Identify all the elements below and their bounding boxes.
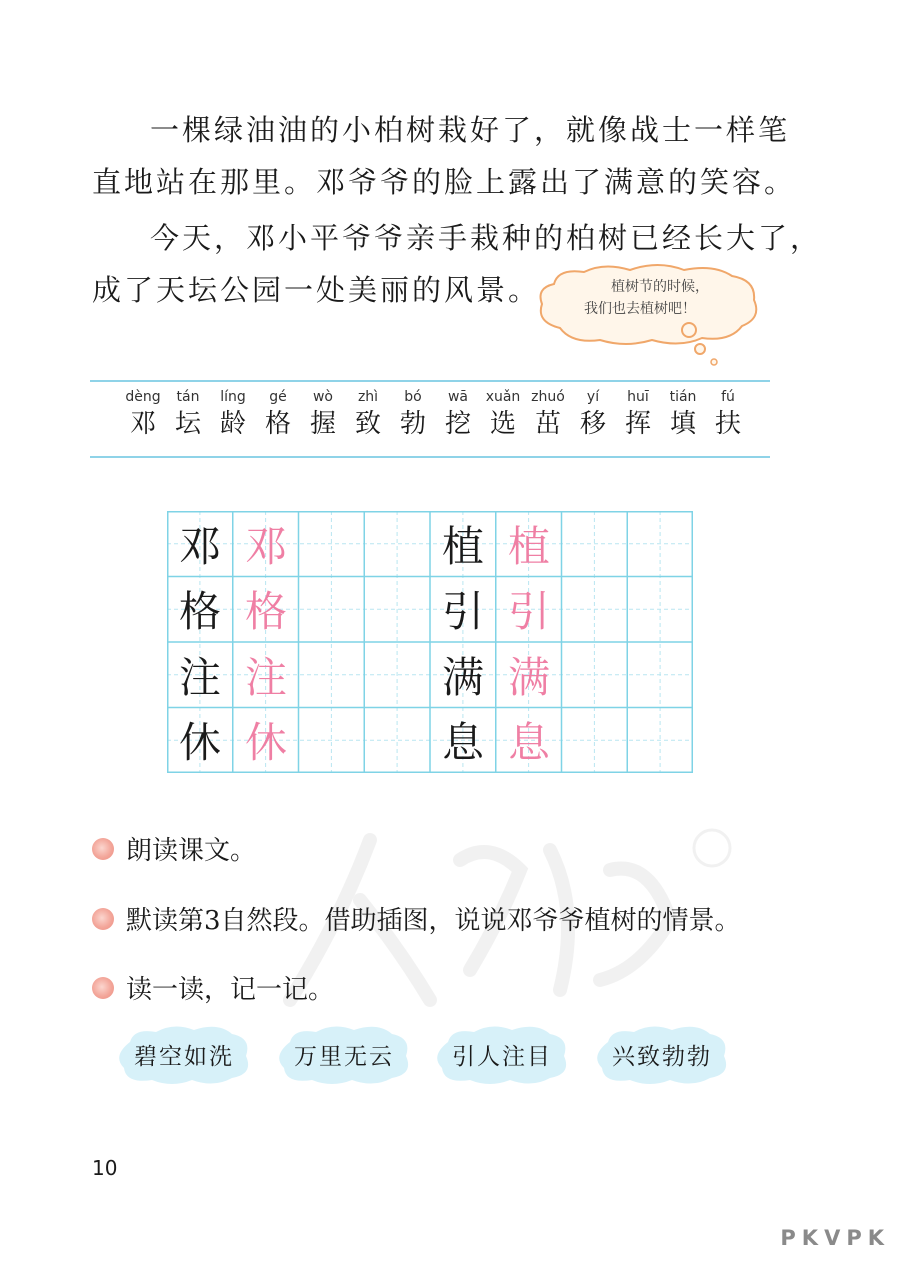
phrase-text: 引人注目 xyxy=(452,1044,552,1070)
phrase-text: 兴致勃勃 xyxy=(612,1044,712,1070)
grid-model-char: 息 xyxy=(441,718,484,767)
hanzi: 握 xyxy=(309,409,336,439)
thought-bubble xyxy=(534,262,758,340)
brand-watermark: PKVPK xyxy=(780,1226,890,1250)
hanzi: 龄 xyxy=(219,409,246,439)
paragraph-line: 直地站在那里。邓爷爷的脸上露出了满意的笑容。 xyxy=(92,165,797,199)
hanzi: 坛 xyxy=(174,409,201,439)
hanzi: 扶 xyxy=(714,409,741,439)
phrase-cloud xyxy=(592,1024,732,1086)
paragraph-line: 今天，邓小平爷爷亲手栽种的柏树已经长大了， xyxy=(150,221,823,255)
hanzi: 格 xyxy=(264,409,291,439)
paragraph-line: 一棵绿油油的小柏树栽好了，就像战士一样笔 xyxy=(150,113,791,147)
grid-trace-char: 休 xyxy=(244,718,287,767)
pinyin: xuǎn xyxy=(485,389,521,405)
vocab-item xyxy=(345,388,391,442)
pinyin: wā xyxy=(447,389,469,405)
vocab-item xyxy=(120,388,166,442)
hanzi: 致 xyxy=(354,409,381,439)
hanzi: 移 xyxy=(579,409,606,439)
phrase-text: 碧空如洗 xyxy=(134,1044,234,1070)
paragraph-line: 成了天坛公园一处美丽的风景。 xyxy=(92,273,541,307)
hanzi: 填 xyxy=(669,409,696,439)
pinyin: líng xyxy=(220,389,246,405)
vocab-item xyxy=(705,388,751,442)
grid-trace-char: 息 xyxy=(507,718,550,767)
task-item xyxy=(92,900,741,937)
vocab-item xyxy=(255,388,301,442)
vocab-item xyxy=(480,388,526,442)
hanzi: 选 xyxy=(489,409,516,439)
vocab-item xyxy=(165,388,211,442)
pinyin: huī xyxy=(627,389,649,405)
task-text: 默读第3自然段。借助插图，说说邓爷爷植树的情景。 xyxy=(126,906,741,936)
task-item xyxy=(92,830,256,867)
page-number: 10 xyxy=(92,1156,118,1180)
task-text: 朗读课文。 xyxy=(126,836,257,866)
grid-trace-char: 满 xyxy=(507,653,550,702)
grid-model-char: 植 xyxy=(441,522,484,571)
flower-bullet-icon xyxy=(92,838,114,860)
hanzi: 邓 xyxy=(129,409,156,439)
flower-bullet-icon xyxy=(92,977,114,999)
writing-grid xyxy=(167,511,693,773)
task-text: 读一读，记一记。 xyxy=(126,975,335,1005)
pinyin: zhuó xyxy=(531,389,565,405)
hanzi: 挥 xyxy=(624,409,651,439)
vocab-item xyxy=(435,388,481,442)
pinyin: tán xyxy=(176,389,200,405)
vocab-item xyxy=(660,388,706,442)
vocab-item xyxy=(390,388,436,442)
vocab-item xyxy=(570,388,616,442)
phrase-cloud xyxy=(274,1024,414,1086)
vocabulary-box xyxy=(90,380,770,458)
grid-model-char: 满 xyxy=(441,653,484,702)
bubble-line: 我们也去植树吧！ xyxy=(584,301,696,317)
hanzi: 茁 xyxy=(534,409,561,439)
pinyin: bó xyxy=(404,389,422,405)
vocab-item xyxy=(615,388,661,442)
phrase-text: 万里无云 xyxy=(294,1044,394,1070)
grid-model-char: 引 xyxy=(441,587,484,636)
grid-model-char: 注 xyxy=(178,653,221,702)
phrase-cloud xyxy=(432,1024,572,1086)
grid-trace-char: 注 xyxy=(244,653,287,702)
task-item xyxy=(92,969,334,1006)
pinyin: wò xyxy=(312,389,333,405)
hanzi: 勃 xyxy=(399,409,426,439)
grid-model-char: 休 xyxy=(178,718,221,767)
grid-model-char: 格 xyxy=(178,587,221,636)
vocab-item xyxy=(525,388,571,442)
pinyin: fú xyxy=(721,389,735,405)
flower-bullet-icon xyxy=(92,908,114,930)
grid-model-char: 邓 xyxy=(178,522,221,571)
vocab-item xyxy=(210,388,256,442)
grid-trace-char: 植 xyxy=(507,522,550,571)
pinyin: tián xyxy=(669,389,697,405)
grid-trace-char: 邓 xyxy=(244,522,287,571)
phrase-cloud xyxy=(114,1024,254,1086)
pinyin: gé xyxy=(269,389,287,405)
bubble-line: 植树节的时候， xyxy=(611,279,709,295)
vocab-item xyxy=(300,388,346,442)
hanzi: 挖 xyxy=(444,409,471,439)
pinyin: yí xyxy=(586,389,600,405)
pinyin: dèng xyxy=(125,389,161,405)
pinyin: zhì xyxy=(357,389,379,405)
grid-trace-char: 引 xyxy=(507,587,550,636)
grid-trace-char: 格 xyxy=(244,587,287,636)
